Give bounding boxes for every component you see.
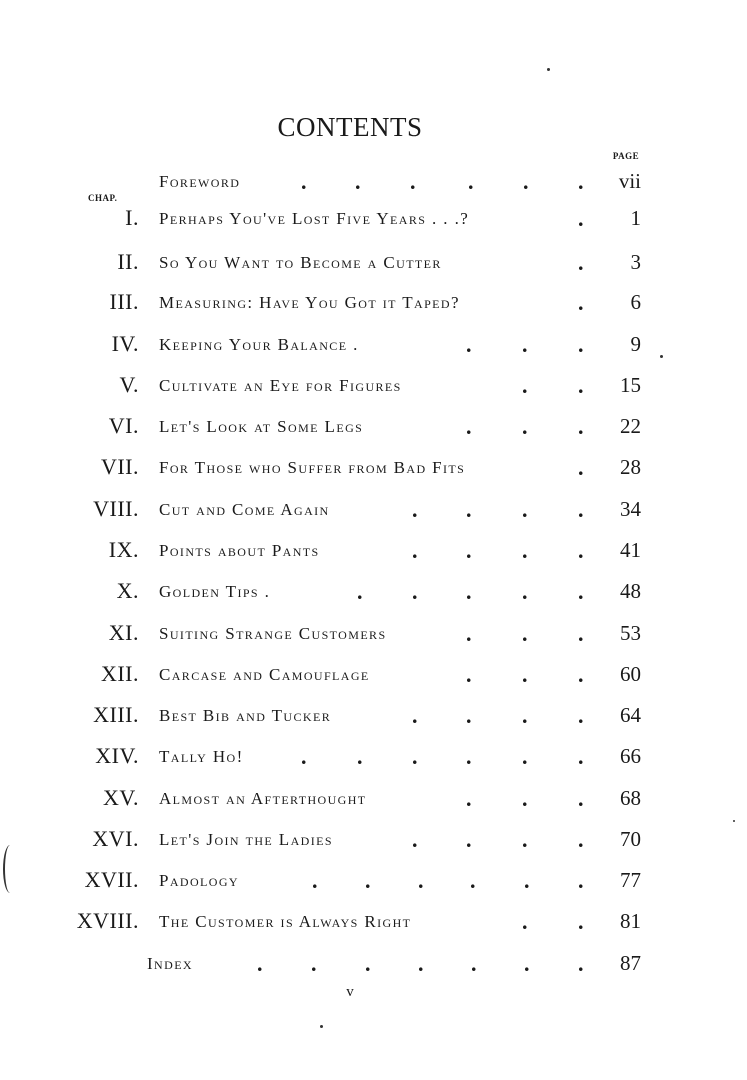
entry-title: Golden Tips . [159, 582, 271, 601]
toc-entry [0, 289, 747, 319]
entry-title: Almost an Afterthought [159, 789, 367, 808]
leader-dot: . [355, 169, 361, 194]
entry-page: 68 [620, 786, 641, 810]
entry-page: 66 [620, 744, 641, 768]
leader-dot: . [522, 786, 528, 811]
leader-dot: . [523, 169, 529, 194]
leader-dot: . [312, 868, 318, 893]
toc-entry [0, 743, 747, 773]
leader-dot: . [578, 455, 584, 480]
entry-title: For Those who Suffer from Bad Fits [159, 458, 466, 477]
entry-title: The Customer is Always Right [159, 912, 412, 931]
chapter-column-label: CHAP. [88, 193, 118, 203]
leader-dot: . [578, 538, 584, 563]
entry-page: 77 [620, 868, 641, 892]
leader-dot: . [578, 744, 584, 769]
margin-scan-mark [3, 845, 17, 893]
leader-dot: . [522, 579, 528, 604]
entry-page: 60 [620, 662, 641, 686]
leader-dot: . [578, 290, 584, 315]
entry-title: Best Bib and Tucker [159, 706, 332, 725]
entry-page: 1 [630, 206, 641, 230]
toc-entry [0, 867, 747, 897]
chapter-number: VIII. [93, 496, 139, 521]
leader-dot: . [522, 414, 528, 439]
leader-dot: . [578, 373, 584, 398]
entry-page: 34 [620, 497, 641, 521]
entry-title: Suiting Strange Customers [159, 624, 387, 643]
leader-dot: . [466, 579, 472, 604]
leader-dot: . [578, 169, 584, 194]
chapter-number: VI. [108, 413, 139, 438]
leader-dot: . [522, 538, 528, 563]
toc-entry [0, 578, 747, 608]
entry-title: Foreword [159, 172, 241, 191]
leader-dot: . [522, 373, 528, 398]
entry-page: 48 [620, 579, 641, 603]
leader-dot: . [466, 703, 472, 728]
entry-page: 70 [620, 827, 641, 851]
leader-dot: . [466, 827, 472, 852]
toc-entry [0, 454, 747, 484]
leader-dot: . [365, 951, 371, 976]
chapter-number: I. [125, 205, 139, 230]
toc-entry [0, 205, 747, 235]
entry-page: 64 [620, 703, 641, 727]
leader-dot: . [522, 621, 528, 646]
chapter-number: XI. [108, 620, 139, 645]
leader-dot: . [578, 662, 584, 687]
chapter-number: XVIII. [76, 908, 139, 933]
leader-dot: . [257, 951, 263, 976]
leader-dot: . [578, 497, 584, 522]
entry-page: 15 [620, 373, 641, 397]
toc-entry [0, 496, 747, 526]
toc-entry [0, 702, 747, 732]
entry-title: Points about Pants [159, 541, 320, 560]
chapter-number: II. [117, 249, 139, 274]
leader-dot: . [524, 868, 530, 893]
leader-dot: . [412, 497, 418, 522]
leader-dot: . [471, 951, 477, 976]
leader-dot: . [470, 868, 476, 893]
entry-title: Index [147, 954, 193, 973]
entry-title: Perhaps You've Lost Five Years . . .? [159, 209, 470, 228]
toc-entry [0, 331, 747, 361]
leader-dot: . [578, 250, 584, 275]
leader-dot: . [466, 497, 472, 522]
leader-dot: . [522, 662, 528, 687]
leader-dot: . [357, 744, 363, 769]
scan-speck [320, 1025, 323, 1028]
entry-title: Measuring: Have You Got it Taped? [159, 293, 460, 312]
leader-dot: . [466, 744, 472, 769]
leader-dot: . [365, 868, 371, 893]
leader-dot: . [468, 169, 474, 194]
chapter-number: XIV. [95, 743, 139, 768]
toc-entry [0, 372, 747, 402]
leader-dot: . [578, 206, 584, 231]
page-column-label: PAGE [612, 151, 640, 161]
entry-page: 87 [620, 951, 641, 975]
chapter-number: III. [109, 289, 139, 314]
leader-dot: . [522, 909, 528, 934]
entry-title: Let's Join the Ladies [159, 830, 333, 849]
entry-title: Padology [159, 871, 239, 890]
toc-entry [0, 908, 747, 938]
entry-title: Cultivate an Eye for Figures [159, 376, 402, 395]
leader-dot: . [522, 497, 528, 522]
toc-entry [0, 785, 747, 815]
leader-dot: . [466, 662, 472, 687]
entry-title: Cut and Come Again [159, 500, 330, 519]
leader-dot: . [357, 579, 363, 604]
leader-dot: . [578, 909, 584, 934]
toc-entry [0, 661, 747, 691]
page-title: CONTENTS [277, 112, 423, 142]
leader-dot: . [466, 621, 472, 646]
leader-dot: . [412, 579, 418, 604]
entry-page: vii [618, 169, 641, 193]
chapter-number: VII. [100, 454, 139, 479]
leader-dot: . [466, 786, 472, 811]
leader-dot: . [311, 951, 317, 976]
entry-title: Let's Look at Some Legs [159, 417, 364, 436]
entry-title: So You Want to Become a Cutter [159, 253, 442, 272]
entry-page: 53 [620, 621, 641, 645]
page-folio: v [346, 984, 354, 1000]
leader-dot: . [466, 538, 472, 563]
leader-dot: . [578, 951, 584, 976]
entry-page: 22 [620, 414, 641, 438]
leader-dot: . [412, 827, 418, 852]
leader-dot: . [301, 169, 307, 194]
leader-dot: . [522, 703, 528, 728]
leader-dot: . [412, 538, 418, 563]
entry-page: 3 [630, 250, 641, 274]
toc-entry [0, 413, 747, 443]
chapter-number: V. [119, 372, 139, 397]
leader-dot: . [578, 332, 584, 357]
chapter-number: IX. [108, 537, 139, 562]
scan-speck [733, 820, 735, 822]
toc-entry [0, 826, 747, 856]
leader-dot: . [466, 414, 472, 439]
entry-page: 28 [620, 455, 641, 479]
leader-dot: . [578, 868, 584, 893]
leader-dot: . [418, 868, 424, 893]
entry-title: Keeping Your Balance . [159, 335, 359, 354]
entry-page: 9 [630, 332, 641, 356]
leader-dot: . [524, 951, 530, 976]
scan-speck [660, 355, 663, 358]
chapter-number: XV. [103, 785, 139, 810]
leader-dot: . [412, 744, 418, 769]
leader-dot: . [522, 332, 528, 357]
entry-page: 81 [620, 909, 641, 933]
entry-page: 41 [620, 538, 641, 562]
toc-entry-foreword [0, 168, 747, 198]
leader-dot: . [578, 621, 584, 646]
toc-entry-index [0, 950, 747, 980]
chapter-number: XVII. [84, 867, 139, 892]
leader-dot: . [466, 332, 472, 357]
leader-dot: . [578, 703, 584, 728]
leader-dot: . [578, 786, 584, 811]
leader-dot: . [412, 703, 418, 728]
chapter-number: IV. [111, 331, 139, 356]
entry-page: 6 [630, 290, 641, 314]
leader-dot: . [410, 169, 416, 194]
chapter-number: XVI. [92, 826, 139, 851]
leader-dot: . [522, 827, 528, 852]
leader-dot: . [578, 827, 584, 852]
scan-speck [547, 68, 550, 71]
toc-entry [0, 249, 747, 279]
toc-entry [0, 537, 747, 567]
leader-dot: . [522, 744, 528, 769]
entry-title: Carcase and Camouflage [159, 665, 370, 684]
leader-dot: . [301, 744, 307, 769]
toc-entry [0, 620, 747, 650]
leader-dot: . [578, 414, 584, 439]
chapter-number: XIII. [93, 702, 139, 727]
chapter-number: XII. [100, 661, 139, 686]
leader-dot: . [578, 579, 584, 604]
leader-dot: . [418, 951, 424, 976]
chapter-number: X. [116, 578, 139, 603]
entry-title: Tally Ho! [159, 747, 244, 766]
